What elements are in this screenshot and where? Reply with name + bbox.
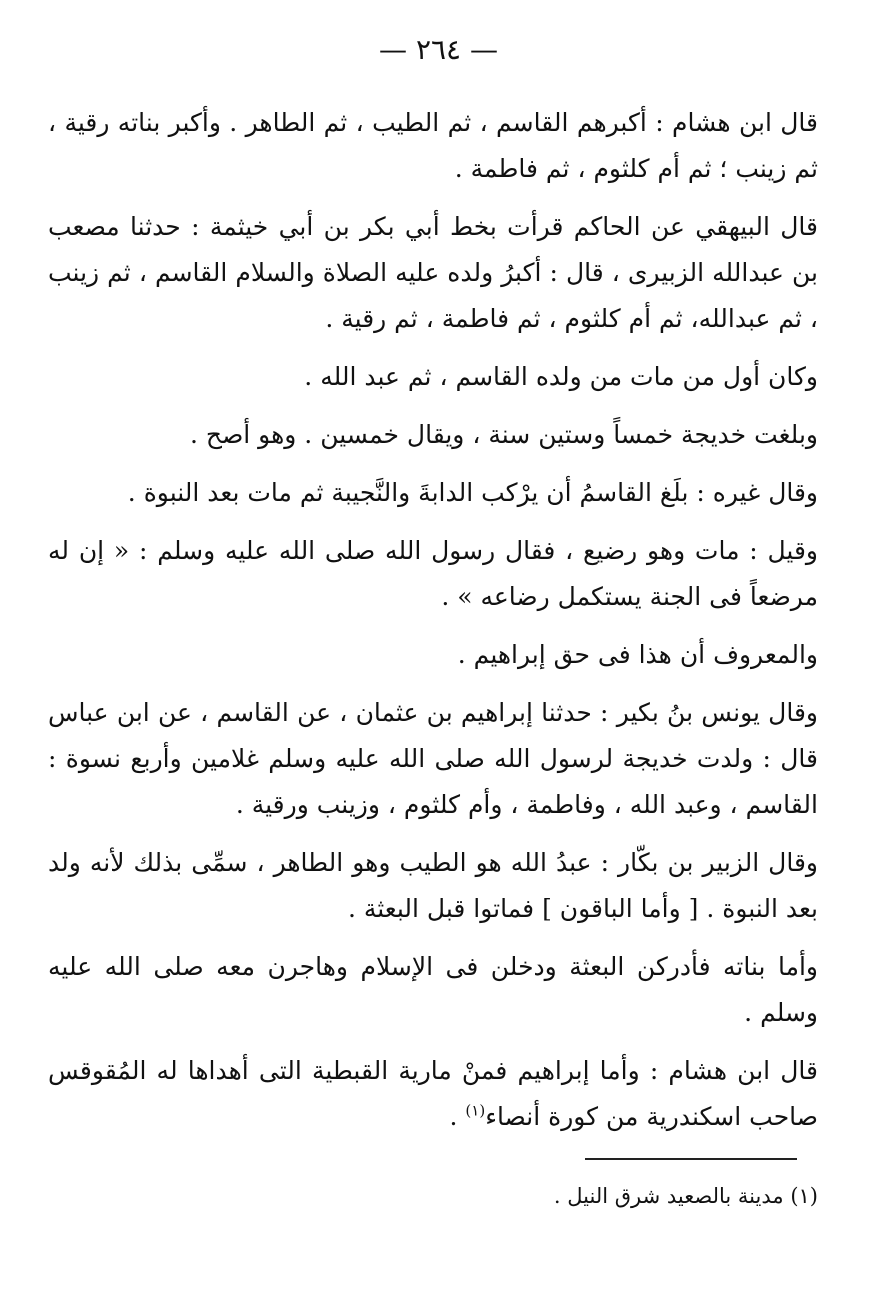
footnote-divider — [585, 1158, 797, 1160]
paragraph-with-footnote — [48, 1048, 818, 1140]
paragraph: وقال الزبير بن بكّار : عبدُ الله هو الطيب وهو الطاهر ، سمِّى بذلك لأنه ولد بعد النبوة . [ وأما الباقون ] فماتوا قبل البعثة . — [48, 848, 818, 923]
paragraph: وكان أول من مات من ولده القاسم ، ثم عبد الله . — [304, 362, 818, 391]
paragraph: وقال يونس بنُ بكير : حدثنا إبراهيم بن عثمان ، عن القاسم ، عن ابن عباس قال : ولدت خديجة لرسول الله صلى الله عليه وسلم غلامين وأربع نسوة : القاسم ، وعبد الله ، وفاطمة ، وأم كلثوم ، وزينب ورقية . — [48, 698, 818, 819]
paragraph: وأما بناته فأدركن البعثة ودخلن فى الإسلام وهاجرن معه صلى الله عليه وسلم . — [48, 952, 818, 1027]
main-text — [48, 100, 818, 1152]
paragraph: وقيل : مات وهو رضيع ، فقال رسول الله صلى الله عليه وسلم : « إن له مرضعاً فى الجنة يستكمل رضاعه » . — [48, 536, 818, 611]
footnote: (١) مدينة بالصعيد شرق النيل . — [553, 1184, 818, 1208]
paragraph: قال البيهقي عن الحاكم قرأت بخط أبي بكر بن أبي خيثمة : حدثنا مصعب بن عبدالله الزبيرى ، قال : أكبرُ ولده عليه الصلاة والسلام القاسم ، ثم زينب ، ثم عبدالله، ثم أم كلثوم ، ثم فاطمة ، ثم رقية . — [48, 212, 818, 333]
paragraph: وبلغت خديجة خمساً وستين سنة ، ويقال خمسين . وهو أصح . — [190, 420, 818, 449]
paragraph: والمعروف أن هذا فى حق إبراهيم . — [457, 640, 818, 669]
footnote-reference: (١) — [465, 1101, 486, 1120]
paragraph: وقال غيره : بلَغ القاسمُ أن يرْكب الدابةَ والنَّجيبة ثم مات بعد النبوة . — [127, 478, 818, 507]
page-number: — ٢٦٤ — — [379, 33, 498, 66]
paragraph-text: قال ابن هشام : وأما إبراهيم فمنْ مارية القبطية التى أهداها له المُقوقس صاحب اسكندرية من كورة أنصاء — [48, 1056, 818, 1131]
paragraph-end: . — [449, 1102, 466, 1131]
paragraph: قال ابن هشام : أكبرهم القاسم ، ثم الطيب ، ثم الطاهر . وأكبر بناته رقية ، ثم زينب ؛ ثم أم كلثوم ، ثم فاطمة . — [48, 108, 818, 183]
